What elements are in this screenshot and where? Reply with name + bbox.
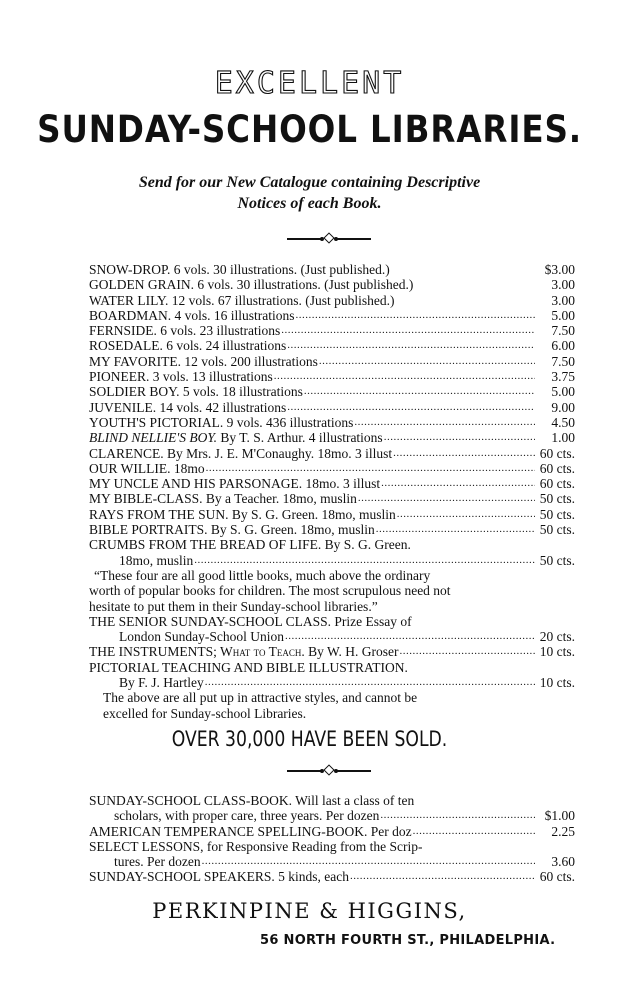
list-item [89, 293, 575, 308]
item-title: JUVENILE. [89, 399, 157, 415]
item-price: 10 cts. [539, 644, 575, 660]
item-title: MY UNCLE AND HIS PARSONAGE. [89, 476, 303, 492]
item-details: By W. H. Groser [304, 644, 399, 660]
item-details: By Mrs. J. E. M'Conaughy. 18mo. 3 illust [163, 445, 393, 461]
item-price: 3.00 [551, 277, 575, 293]
item-price: 6.00 [551, 338, 575, 354]
item-text: scholars, with proper care, three years. Per dozen [114, 808, 380, 824]
item-price: 3.00 [551, 292, 575, 308]
item-title: BLIND NELLIE'S BOY. [89, 430, 218, 446]
item-title: MY FAVORITE. [89, 353, 182, 369]
quote-line: worth of popular books for children. The most scrupulous need not [89, 583, 451, 599]
item-details: 9 vols. 436 illustrations [223, 414, 354, 430]
item-title: SNOW-DROP. [89, 262, 171, 277]
ornament-divider-icon [287, 235, 371, 243]
list-item [89, 537, 575, 552]
item-title: CLARENCE. [89, 445, 164, 461]
list-item [89, 491, 575, 506]
item-price: 3.75 [551, 369, 575, 385]
item-title: YOUTH'S PICTORIAL. [89, 414, 224, 430]
note-line: The above are all put up in attractive styles, and cannot be [103, 690, 418, 706]
item-title: GOLDEN GRAIN. [89, 277, 194, 293]
item-price: 2.25 [551, 823, 575, 839]
item-price: 7.50 [551, 353, 575, 369]
list-item [89, 323, 575, 338]
list-item [89, 644, 575, 659]
note-line: excelled for Sunday-school Libraries. [103, 705, 307, 721]
item-details: By S. G. Green. 18mo, muslin [207, 522, 375, 538]
item-price: 50 cts. [539, 491, 575, 507]
item-details: 6 vols. 23 illustrations [156, 323, 281, 339]
list-item [89, 507, 575, 522]
item-text: tures. Per dozen [114, 854, 201, 870]
item-price: 20 cts. [539, 629, 575, 645]
item-price: 60 cts. [539, 869, 575, 885]
item-price: 50 cts. [539, 506, 575, 522]
item-details: 3 vols. 13 illustrations [149, 369, 273, 385]
item-title: MY BIBLE-CLASS. [89, 491, 203, 507]
item-title: SOLDIER BOY. [89, 384, 180, 400]
item-title: THE INSTRUMENTS; [89, 644, 217, 660]
item-title: BIBLE PORTRAITS. [89, 522, 208, 538]
item-text: SELECT LESSONS, for Responsive Reading from the Scrip- [89, 838, 423, 854]
list-item [89, 854, 575, 869]
ornament-divider-icon [287, 767, 371, 775]
item-text: CRUMBS FROM THE BREAD OF LIFE. By S. G. Green. [89, 537, 411, 553]
list-item [89, 869, 575, 884]
list-item [89, 277, 575, 292]
item-title: RAYS FROM THE SUN. [89, 506, 229, 522]
other-books-list [89, 793, 575, 885]
sold-heading: OVER 30,000 HAVE BEEN SOLD. [171, 727, 448, 751]
item-price: 60 cts. [539, 476, 575, 492]
page-title: SUNDAY-SCHOOL LIBRARIES. [37, 108, 583, 151]
item-details: 4 vols. 16 illustrations [171, 307, 295, 323]
item-text: AMERICAN TEMPERANCE SPELLING-BOOK. Per doz [89, 823, 412, 839]
item-price: 50 cts. [539, 522, 575, 538]
item-price: 10 cts. [539, 675, 575, 691]
list-item [89, 629, 575, 644]
list-item [89, 461, 575, 476]
quote-line: hesitate to put them in their Sunday-school libraries.” [89, 598, 378, 614]
item-details: 12 vols. 67 illustrations. (Just published.) [168, 292, 395, 308]
list-item [89, 262, 575, 277]
list-item [89, 660, 575, 675]
item-price: 5.00 [551, 384, 575, 400]
list-item [89, 476, 575, 491]
list-item [89, 839, 575, 854]
item-title: ROSEDALE. [89, 338, 163, 354]
item-text: SUNDAY-SCHOOL CLASS-BOOK. Will last a class of ten [89, 793, 415, 808]
item-title: WATER LILY. [89, 292, 169, 308]
item-price: 9.00 [551, 399, 575, 415]
item-details: By T. S. Arthur. 4 illustrations [217, 430, 383, 446]
publisher-name: PERKINPINE & HIGGINS, [152, 899, 467, 923]
item-text: SUNDAY-SCHOOL SPEAKERS. 5 kinds, each [89, 869, 350, 885]
item-details: By a Teacher. 18mo, muslin [202, 491, 357, 507]
item-price: 50 cts. [539, 552, 575, 568]
catalogue-notice-line-1: Send for our New Catalogue containing Descriptive [138, 174, 481, 191]
list-item [89, 308, 575, 323]
list-item [89, 354, 575, 369]
item-text: By F. J. Hartley [119, 675, 204, 691]
item-price: 4.50 [551, 414, 575, 430]
item-details: 6 vols. 30 illustrations. (Just published.) [170, 262, 390, 277]
item-title: PIONEER. [89, 369, 150, 385]
item-price: 1.00 [551, 430, 575, 446]
quote-line: “These four are all good little books, much above the ordinary [94, 567, 431, 583]
list-item [89, 384, 575, 399]
item-price: 3.60 [551, 854, 575, 870]
item-price: 60 cts. [539, 460, 575, 476]
item-text: London Sunday-School Union [119, 629, 284, 645]
item-details: 5 vols. 18 illustrations [179, 384, 303, 400]
item-text: 18mo, muslin [119, 552, 194, 568]
item-price: 7.50 [551, 323, 575, 339]
list-item [89, 522, 575, 537]
list-item [89, 675, 575, 690]
item-price: $3.00 [544, 262, 575, 277]
list-item [89, 553, 575, 568]
item-subtitle: What to Teach. [216, 644, 305, 660]
list-item [89, 614, 575, 629]
item-title: FERNSIDE. [89, 323, 157, 339]
list-item [89, 415, 575, 430]
item-details: 12 vols. 200 illustrations [181, 353, 318, 369]
item-text: THE SENIOR SUNDAY-SCHOOL CLASS. Prize Essay of [89, 613, 412, 629]
list-item [89, 338, 575, 353]
item-details: 6 vols. 30 illustrations. (Just published.) [194, 277, 414, 293]
list-item [89, 808, 575, 823]
header-excellent: EXCELLENT [214, 66, 405, 101]
item-price: 5.00 [551, 307, 575, 323]
list-item [89, 824, 575, 839]
catalogue-notice-line-2: Notices of each Book. [237, 195, 382, 212]
item-price: $1.00 [544, 808, 575, 824]
list-item [89, 369, 575, 384]
library-list [89, 262, 575, 721]
item-details: By S. G. Green. 18mo, muslin [228, 506, 396, 522]
item-price: 60 cts. [539, 445, 575, 461]
item-title: OUR WILLIE. [89, 460, 171, 476]
list-item [89, 446, 575, 461]
item-details: 18mo [170, 460, 205, 476]
item-details: 6 vols. 24 illustrations [162, 338, 287, 354]
item-title: BOARDMAN. [89, 307, 172, 323]
list-item [89, 430, 575, 445]
list-item [89, 400, 575, 415]
publisher-address: 56 NORTH FOURTH ST., PHILADELPHIA. [260, 933, 556, 948]
item-text: PICTORIAL TEACHING AND BIBLE ILLUSTRATION. [89, 659, 408, 675]
item-details: 14 vols. 42 illustrations [156, 399, 287, 415]
list-item [89, 793, 575, 808]
item-details: 18mo. 3 illust [302, 476, 381, 492]
